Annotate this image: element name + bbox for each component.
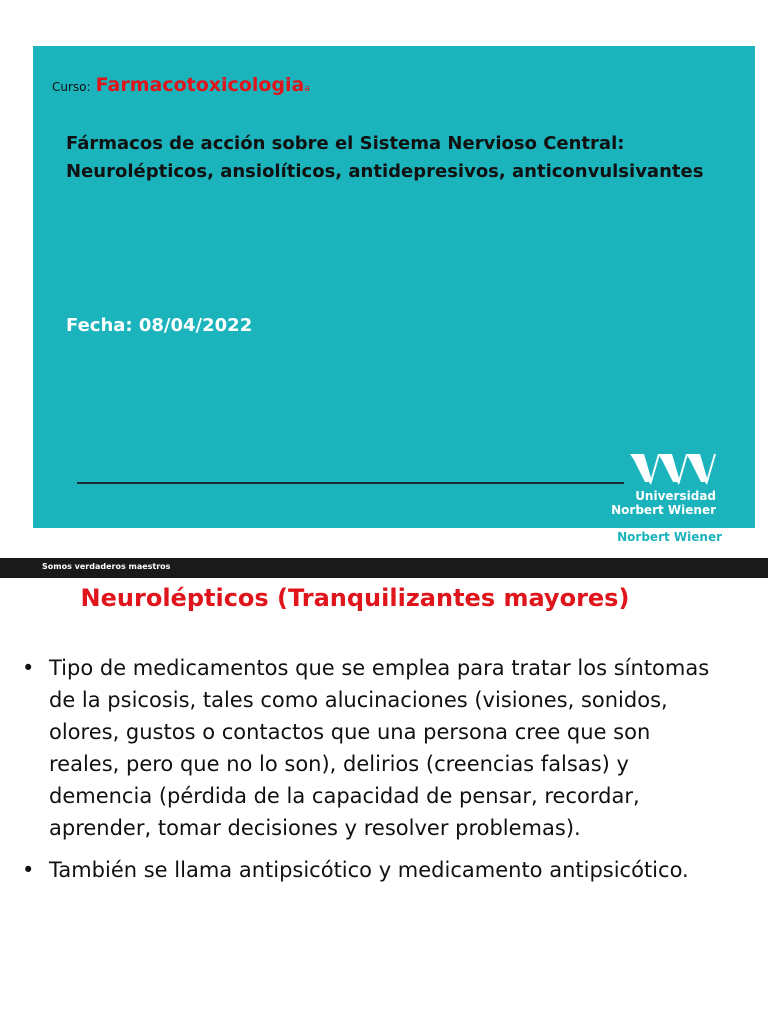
university-logo-text xyxy=(604,489,716,517)
subtitle-line-2: Neurolépticos, ansiolíticos, antidepresivos, anticonvulsivantes xyxy=(66,161,704,182)
bullet-text: Tipo de medicamentos que se emplea para tratar los síntomas de la psicosis, tales como alucinaciones (visiones, sonidos, olores, gustos o contactos que una persona cree que son reales, pero que no lo son), delirios (creencias falsas) y demencia (pérdida de la capacidad de pensar, recordar, aprender, tomar decisiones y resolver problemas). xyxy=(49,656,710,840)
divider-line xyxy=(77,482,624,484)
bullet-list xyxy=(22,652,722,896)
course-label: Curso: xyxy=(52,80,91,94)
date-label: Fecha: 08/04/2022 xyxy=(66,315,253,336)
bullet-item xyxy=(22,854,722,886)
bullet-item xyxy=(22,652,722,844)
slide-title: Neurolépticos (Tranquilizantes mayores) xyxy=(80,584,630,612)
logo-line-2: Norbert Wiener xyxy=(611,503,716,517)
course-line xyxy=(52,74,310,96)
brand-name: Norbert Wiener xyxy=(617,530,722,544)
course-name-tail: a xyxy=(304,84,310,94)
subtitle-line-1: Fármacos de acción sobre el Sistema Nervioso Central: xyxy=(66,133,625,154)
footer-bar xyxy=(0,558,768,578)
bullet-dot-icon: • xyxy=(22,858,35,882)
bullet-text: También se llama antipsicótico y medicamento antipsicótico. xyxy=(49,858,689,882)
bullet-dot-icon: • xyxy=(22,656,35,680)
logo-line-1: Universidad xyxy=(635,489,716,503)
course-name: Farmacotoxicologia xyxy=(95,74,305,96)
slide-subtitle xyxy=(66,130,736,186)
university-logo-icon xyxy=(630,452,716,486)
footer-tagline: Somos verdaderos maestros xyxy=(42,562,171,571)
